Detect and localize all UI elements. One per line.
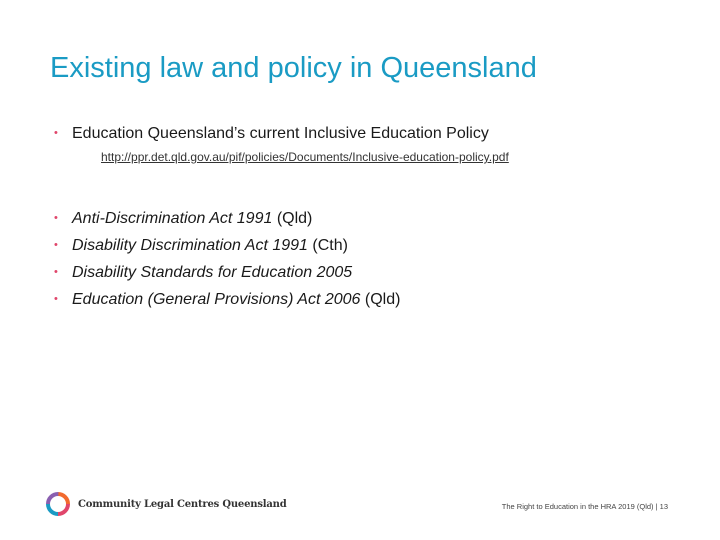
act-title: Disability Discrimination Act 1991 [72, 237, 308, 254]
bullet-icon: • [54, 239, 58, 251]
bullet-item-policy [54, 125, 489, 143]
logo-text: Community Legal Centres Queensland [78, 498, 287, 510]
bullet-item-act [54, 210, 312, 228]
act-title: Education (General Provisions) Act 2006 [72, 291, 361, 308]
slide-title: Existing law and policy in Queensland [50, 52, 537, 84]
bullet-icon: • [54, 266, 58, 278]
bullet-icon: • [54, 212, 58, 224]
bullet-item-act [54, 264, 352, 282]
bullet-icon: • [54, 293, 58, 305]
bullet-icon: • [54, 127, 58, 139]
act-jurisdiction: (Qld) [360, 291, 401, 308]
clcq-logo [44, 490, 287, 518]
act-title: Disability Standards for Education 2005 [72, 264, 353, 281]
policy-link[interactable]: http://ppr.det.qld.gov.au/pif/policies/Documents/Inclusive-education-policy.pdf [101, 150, 509, 164]
bullet-text: Education Queensland’s current Inclusive Education Policy [72, 125, 489, 142]
footer-text: The Right to Education in the HRA 2019 (Qld) | 13 [501, 502, 668, 511]
clcq-ring-icon [44, 490, 72, 518]
bullet-item-act [54, 291, 400, 309]
act-jurisdiction: (Qld) [272, 210, 313, 227]
act-title: Anti-Discrimination Act 1991 [72, 210, 273, 227]
act-jurisdiction: (Cth) [307, 237, 348, 254]
bullet-item-act [54, 237, 348, 255]
